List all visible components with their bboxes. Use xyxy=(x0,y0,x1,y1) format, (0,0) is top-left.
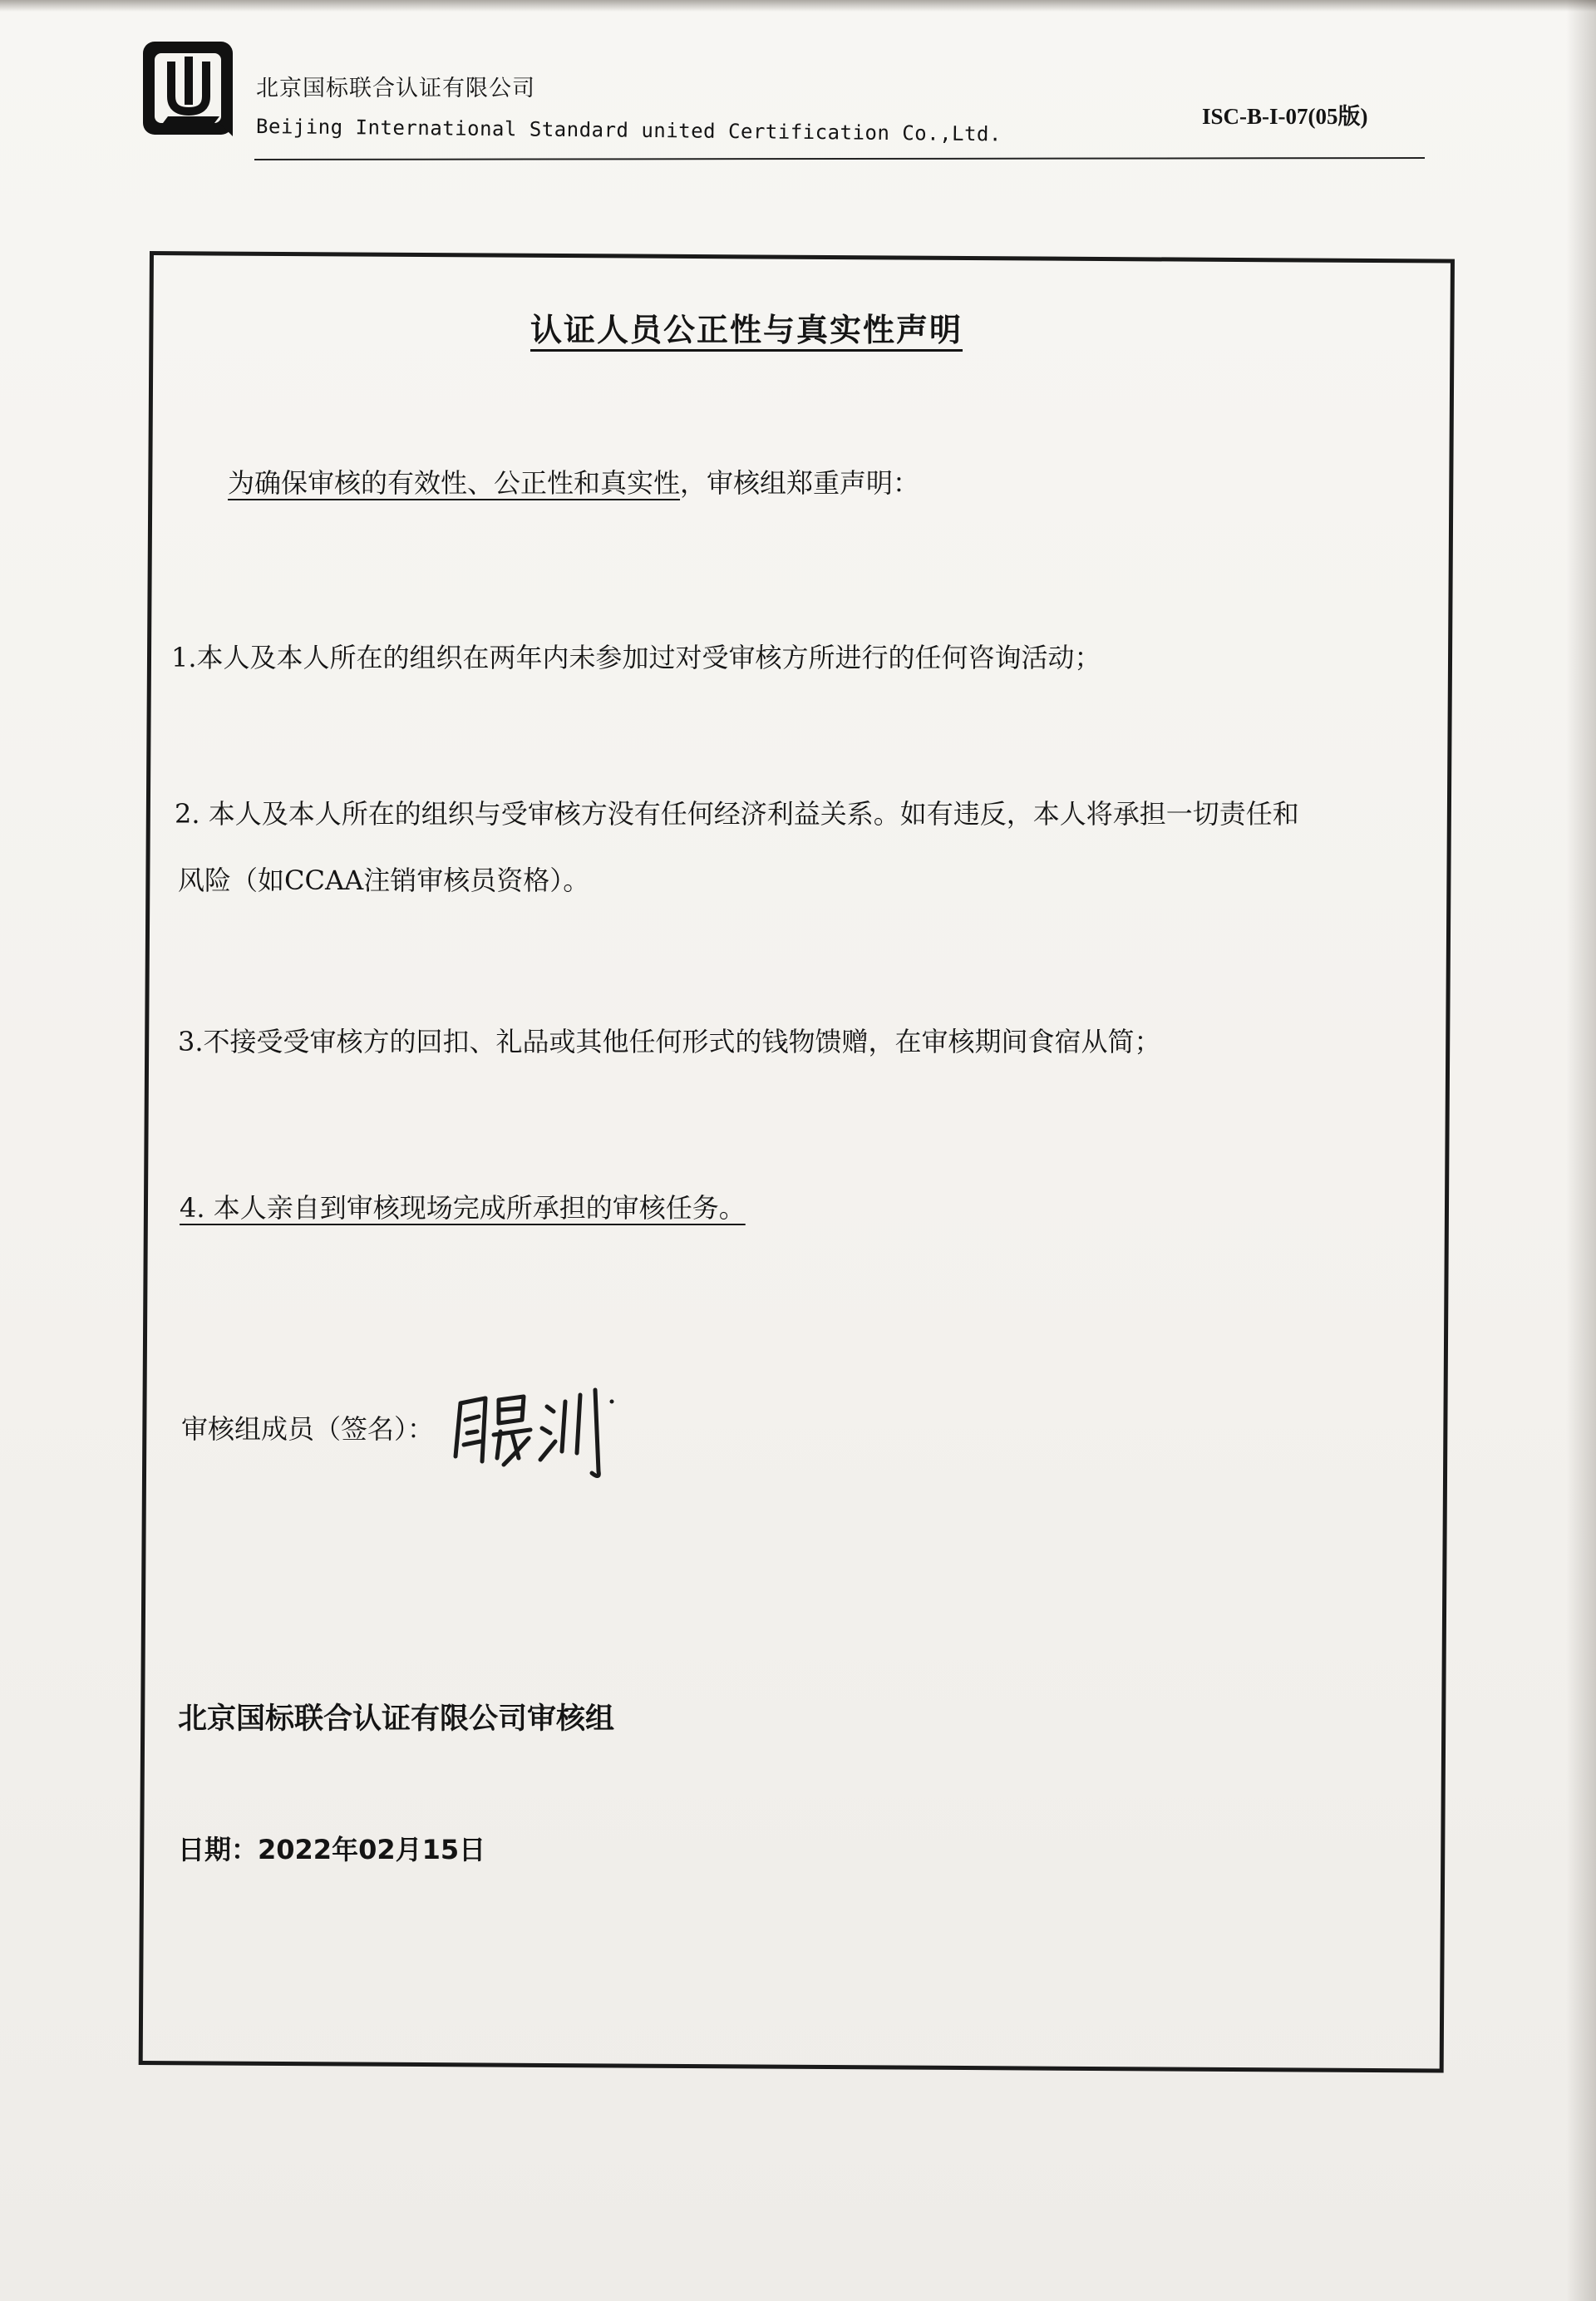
declaration-frame xyxy=(139,251,1455,2073)
document-code: ISC-B-I-07(05版) xyxy=(1202,104,1368,129)
declaration-item-1: 1.本人及本人所在的组织在两年内未参加过对受审核方所进行的任何咨询活动； xyxy=(171,642,1101,673)
handwritten-signature xyxy=(449,1383,615,1483)
company-logo-icon xyxy=(140,37,238,141)
declaration-date: 日期：2022年02月15日 xyxy=(178,1834,486,1865)
document-title: 认证人员公正性与真实性声明 xyxy=(530,312,963,348)
audit-organization: 北京国标联合认证有限公司审核组 xyxy=(178,1702,615,1736)
company-name-en: Beijing International Standard united Certification Co.,Ltd. xyxy=(255,115,1002,146)
company-name-cn: 北京国标联合认证有限公司 xyxy=(256,76,535,101)
scan-shadow-top xyxy=(0,0,1596,12)
intro-statement xyxy=(228,462,919,500)
intro-underlined-text: 为确保审核的有效性、公正性和真实性 xyxy=(228,467,681,499)
header-divider xyxy=(254,157,1425,160)
declaration-item-3: 3.不接受受审核方的回扣、礼品或其他任何形式的钱物馈赠，在审核期间食宿从简； xyxy=(178,1026,1161,1057)
declaration-item-2-line-1: 2. 本人及本人所在的组织与受审核方没有任何经济利益关系。如有违反，本人将承担一切责任和 xyxy=(175,798,1299,830)
declaration-item-4: 4. 本人亲自到审核现场完成所承担的审核任务。 xyxy=(180,1192,746,1224)
signature-label: 审核组成员（签名）： xyxy=(181,1413,435,1445)
intro-rest-text: ，审核组郑重声明： xyxy=(680,467,920,499)
scan-shadow-right xyxy=(1566,0,1596,2301)
declaration-item-2-line-2: 风险（如CCAA注销审核员资格）。 xyxy=(178,865,590,896)
